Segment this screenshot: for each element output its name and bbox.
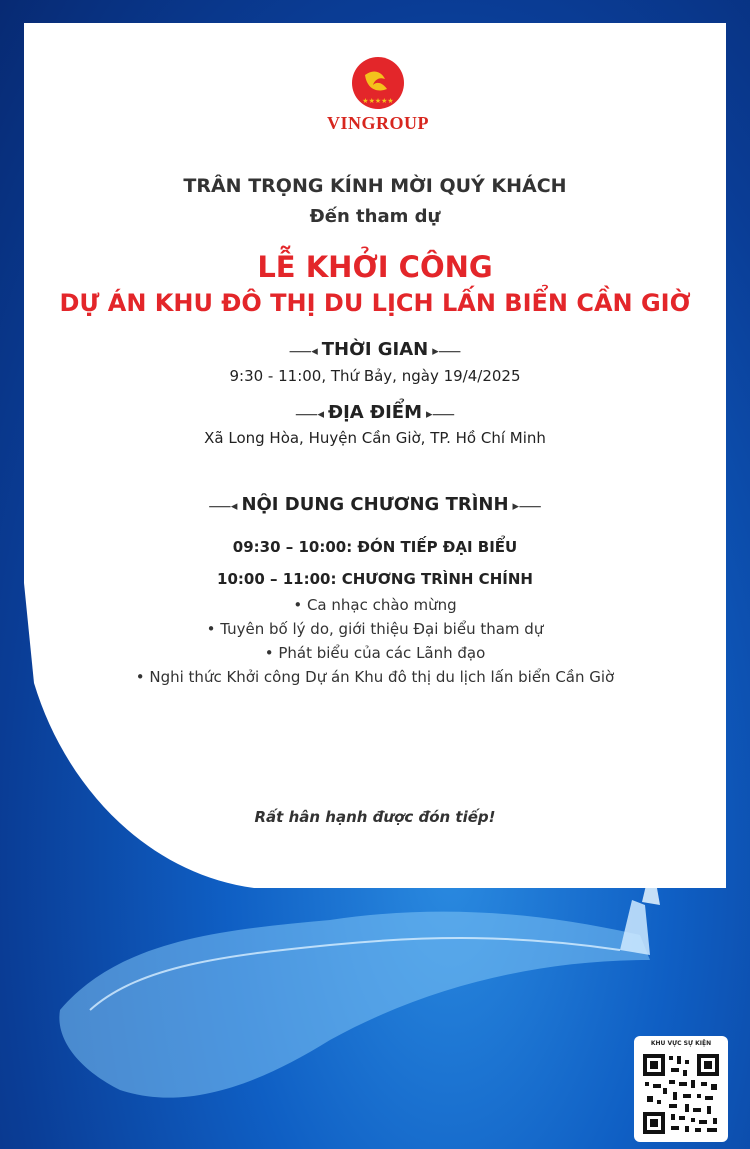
program-bullet: • Tuyên bố lý do, giới thiệu Đại biểu tham dự [206, 620, 544, 638]
place-value: Xã Long Hòa, Huyện Cần Giờ, TP. Hồ Chí Minh [204, 429, 546, 447]
event-title: LỄ KHỞI CÔNG [257, 250, 493, 284]
vingroup-logo [320, 55, 436, 135]
attend-line: Đến tham dự [309, 206, 441, 227]
ornament-left-icon: ⸺◂ [208, 499, 238, 514]
qr-code-panel[interactable] [634, 1036, 728, 1142]
place-heading [0, 402, 750, 423]
invitation-card [24, 23, 726, 888]
program-bullet: • Nghi thức Khởi công Dự án Khu đô thị du lịch lấn biển Cần Giờ [135, 668, 615, 686]
time-heading [0, 339, 750, 360]
qr-code-icon[interactable] [641, 1052, 721, 1136]
vingroup-wordmark: VINGROUP [327, 113, 429, 133]
ornament-left-icon: ⸺◂ [295, 407, 325, 422]
time-heading-label: THỜI GIAN [321, 339, 429, 360]
time-value: 9:30 - 11:00, Thứ Bảy, ngày 19/4/2025 [229, 367, 521, 385]
program-bullet: • Ca nhạc chào mừng [293, 596, 457, 614]
program-item: 10:00 – 11:00: CHƯƠNG TRÌNH CHÍNH [217, 570, 533, 588]
qr-label: KHU VỰC SỰ KIỆN [650, 1040, 712, 1047]
invite-line: TRÂN TRỌNG KÍNH MỜI QUÝ KHÁCH [183, 175, 567, 197]
event-subtitle: DỰ ÁN KHU ĐÔ THỊ DU LỊCH LẤN BIỂN CẦN GIỜ [59, 289, 691, 317]
program-heading-label: NỘI DUNG CHƯƠNG TRÌNH [241, 494, 509, 515]
program-bullet: • Phát biểu của các Lãnh đạo [264, 644, 486, 662]
ornament-right-icon: ▸⸺ [432, 344, 461, 359]
program-item: 09:30 – 10:00: ĐÓN TIẾP ĐẠI BIỂU [232, 538, 518, 556]
ornament-right-icon: ▸⸺ [425, 407, 455, 422]
vingroup-emblem-icon [347, 55, 409, 111]
ornament-right-icon: ▸⸺ [512, 499, 542, 514]
ornament-left-icon: ⸺◂ [289, 344, 318, 359]
closing-text: Rất hân hạnh được đón tiếp! [254, 808, 496, 826]
svg-text:★★★★★: ★★★★★ [362, 97, 394, 105]
program-heading [0, 494, 750, 515]
place-heading-label: ĐỊA ĐIỂM [328, 402, 422, 423]
